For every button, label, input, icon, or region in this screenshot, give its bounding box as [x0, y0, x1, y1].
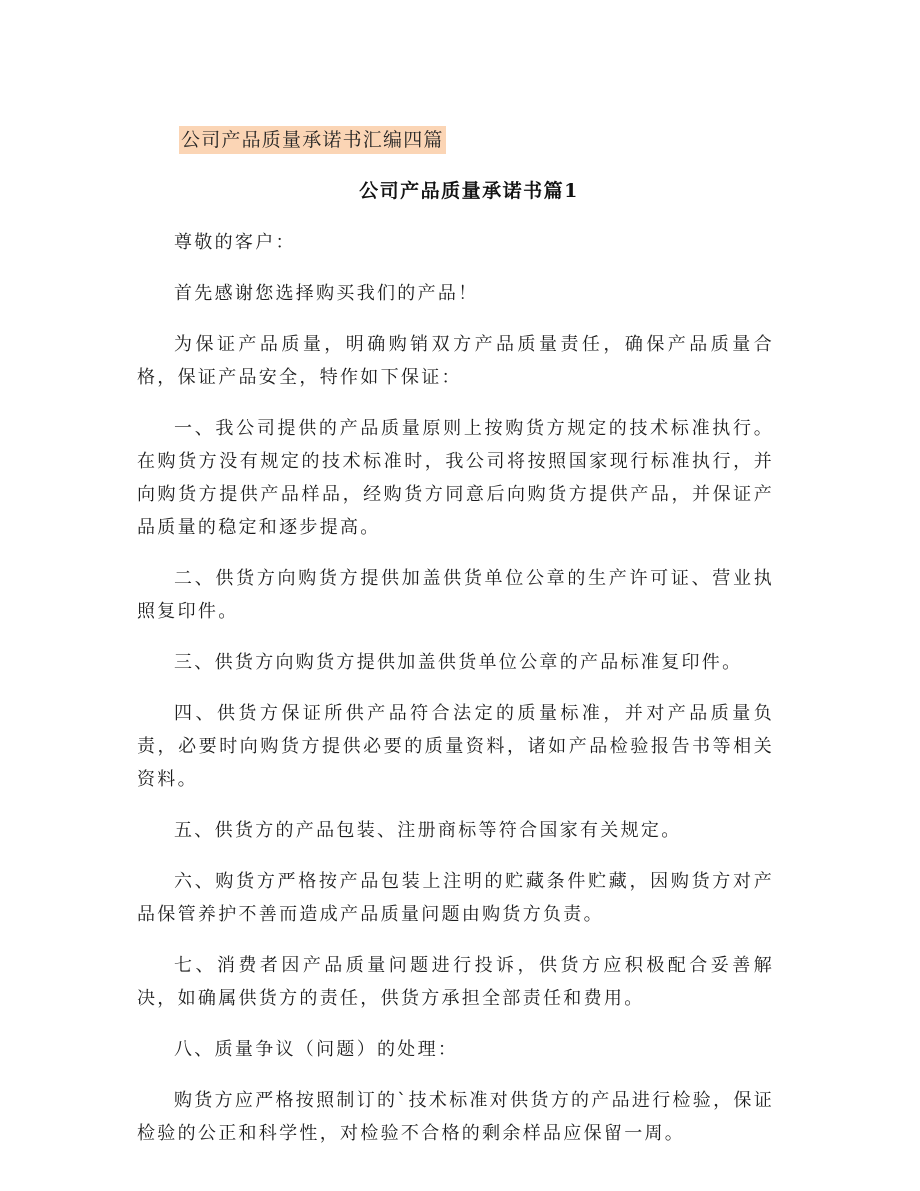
clause-2: 二、供货方向购货方提供加盖供货单位公章的生产许可证、营业执照复印件。 [137, 568, 774, 622]
paragraph-intro: 为保证产品质量，明确购销双方产品质量责任，确保产品质量合格，保证产品安全，特作如下保证： [137, 334, 774, 388]
clause-8-body: 购货方应严格按照制订的`技术标准对供货方的产品进行检验，保证检验的公正和科学性，对检验不合格的剩余样品应保留一周。 [137, 1090, 774, 1144]
document-body [137, 226, 774, 1168]
clause-1: 一、我公司提供的产品质量原则上按购货方规定的技术标准执行。在购货方没有规定的技术标准时，我公司将按照国家现行标准执行，并向购货方提供产品样品，经购货方同意后向购货方提供产品，并保证产品质量的稳定和逐步提高。 [137, 418, 774, 538]
clause-5: 五、供货方的产品包装、注册商标等符合国家有关规定。 [174, 820, 682, 841]
clause-8-heading: 八、质量争议（问题）的处理： [174, 1039, 459, 1060]
clause-3: 三、供货方向购货方提供加盖供货单位公章的产品标准复印件。 [174, 652, 743, 673]
salutation: 尊敬的客户： [174, 232, 296, 253]
section-heading: 公司产品质量承诺书篇1 [359, 180, 579, 202]
clause-4: 四、供货方保证所供产品符合法定的质量标准，并对产品质量负责，必要时向购货方提供必要的质量资料，诸如产品检验报告书等相关资料。 [137, 703, 774, 790]
clause-6: 六、购货方严格按产品包装上注明的贮藏条件贮藏，因购货方对产品保管养护不善而造成产品质量问题由购货方负责。 [137, 871, 774, 925]
clause-7: 七、消费者因产品质量问题进行投诉，供货方应积极配合妥善解决，如确属供货方的责任，供货方承担全部责任和费用。 [137, 955, 774, 1009]
paragraph-thanks: 首先感谢您选择购买我们的产品！ [174, 283, 479, 304]
document-title: 公司产品质量承诺书汇编四篇 [179, 126, 446, 154]
